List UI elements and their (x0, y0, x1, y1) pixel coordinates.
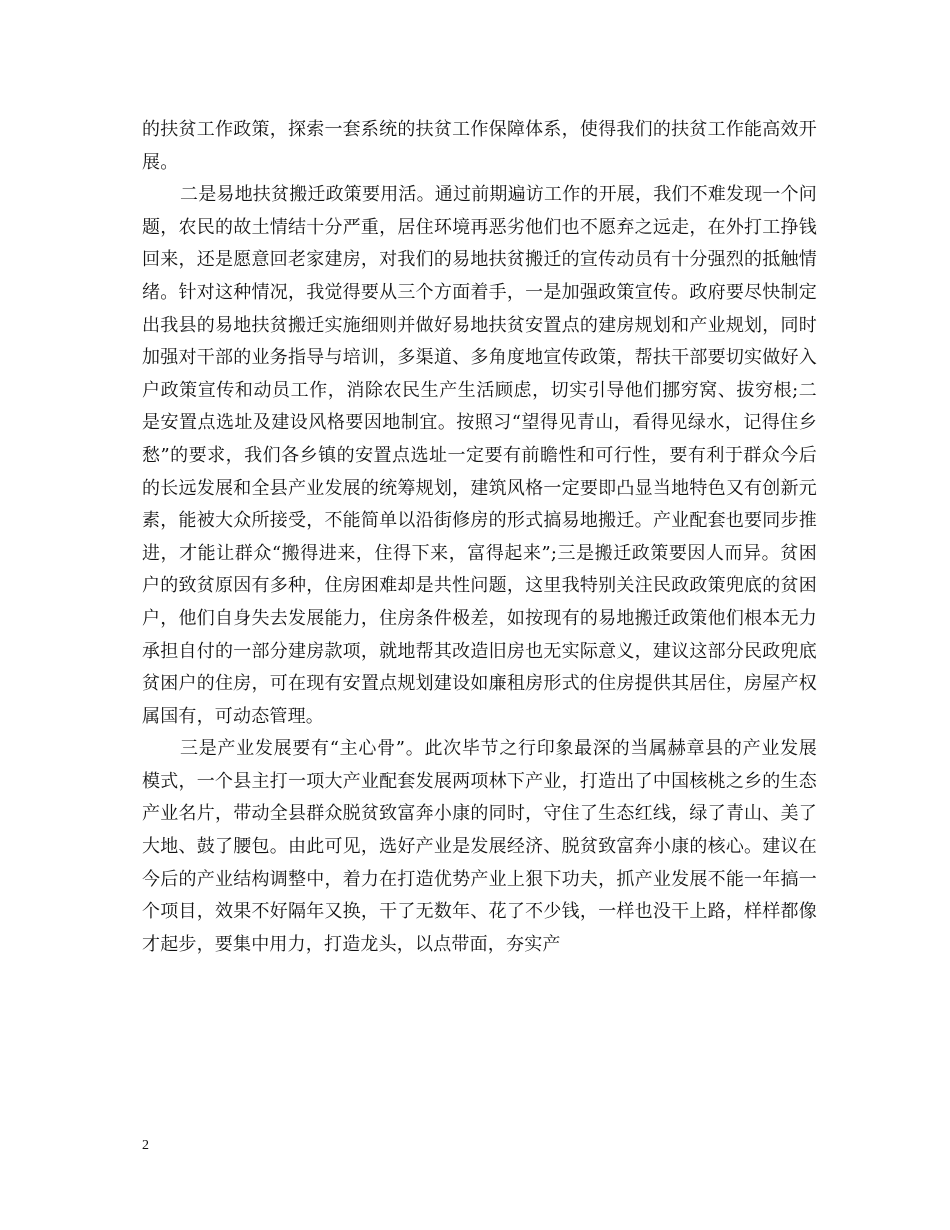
paragraph-relocation-policy: 二是易地扶贫搬迁政策要用活。通过前期遍访工作的开展，我们不难发现一个问题，农民的故土情结十分严重，居住环境再恶劣他们也不愿弃之远走，在外打工挣钱回来，还是愿意回老家建房，对我们的易地扶贫搬迁的宣传动员有十分强烈的抵触情绪。针对这种情况，我觉得要从三个方面着手，一是加强政策宣传。政府要尽快制定出我县的易地扶贫搬迁实施细则并做好易地扶贫安置点的建房规划和产业规划，同时加强对干部的业务指导与培训，多渠道、多角度地宣传政策，帮扶干部要切实做好入户政策宣传和动员工作，消除农民生产生活顾虑，切实引导他们挪穷窝、拔穷根;二是安置点选址及建设风格要因地制宜。按照习“望得见青山，看得见绿水，记得住乡愁”的要求，我们各乡镇的安置点选址一定要有前瞻性和可行性，要有利于群众今后的长远发展和全县产业发展的统筹规划，建筑风格一定要即凸显当地特色又有创新元素，能被大众所接受，不能简单以沿街修房的形式搞易地搬迁。产业配套也要同步推进，才能让群众“搬得进来，住得下来，富得起来”;三是搬迁政策要因人而异。贫困户的致贫原因有多种，住房困难却是共性问题，这里我特别关注民政政策兜底的贫困户，他们自身失去发展能力，住房条件极差，如按现有的易地搬迁政策他们根本无力承担自付的一部分建房款项，就地帮其改造旧房也无实际意义，建议这部分民政兜底贫困户的住房，可在现有安置点规划建设如廉租房形式的住房提供其居住，房屋产权属国有，可动态管理。 (142, 184, 817, 727)
paragraph-industry-development: 三是产业发展要有“主心骨”。此次毕节之行印象最深的当属赫章县的产业发展模式，一个县主打一项大产业配套发展两项林下产业，打造出了中国核桃之乡的生态产业名片，带动全县群众脱贫致富奔小康的同时，守住了生态红线，绿了青山、美了大地、鼓了腰包。由此可见，选好产业是发展经济、脱贫致富奔小康的核心。建议在今后的产业结构调整中，着力在打造优势产业上狠下功夫，抓产业发展不能一年搞一个项目，效果不好隔年又换，干了无数年、花了不少钱，一样也没干上路，样样都像才起步，要集中用力，打造龙头，以点带面，夯实产 (142, 738, 817, 955)
body-text (142, 114, 817, 961)
paragraph-continuation: 的扶贫工作政策，探索一套系统的扶贫工作保障体系，使得我们的扶贫工作能高效开展。 (142, 119, 817, 173)
page-number: 2 (142, 1138, 149, 1153)
